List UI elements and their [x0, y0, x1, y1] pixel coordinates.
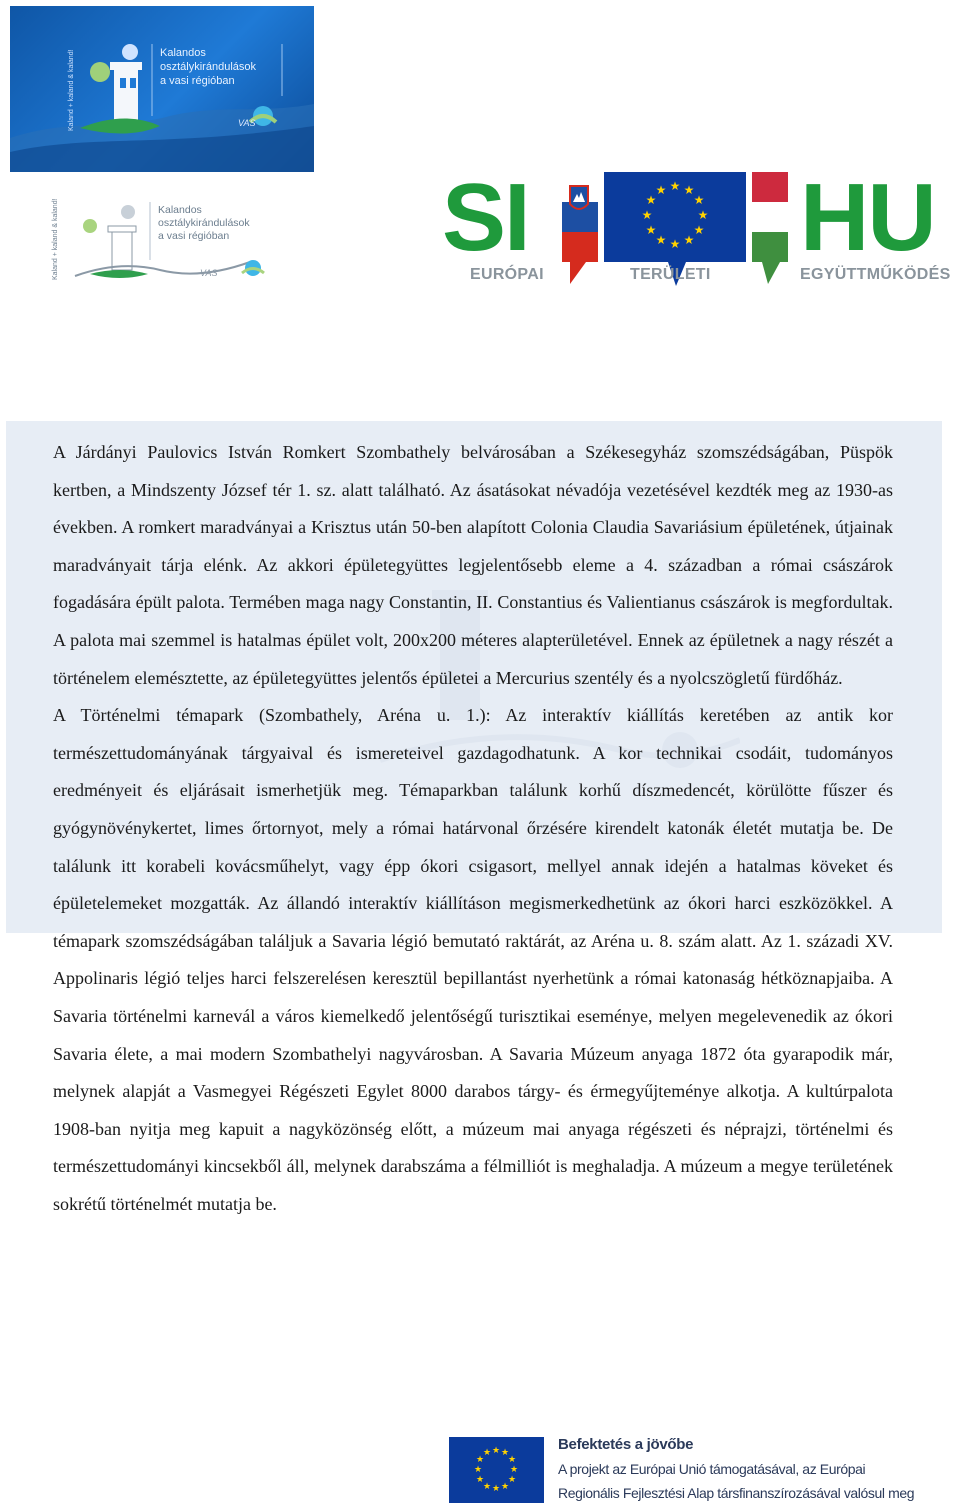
svg-text:★: ★	[491, 1446, 501, 1456]
logo-artwork	[10, 6, 314, 172]
eu-flag-icon	[449, 1437, 544, 1503]
svg-text:★: ★	[507, 1455, 517, 1465]
program-logo-si: SI	[442, 164, 529, 271]
top-logo-vas-mark: VAS	[238, 118, 256, 128]
eu-stars	[449, 1437, 544, 1503]
program-logo-subtitle: TERÜLETI	[630, 266, 711, 283]
svg-text:★: ★	[507, 1475, 517, 1485]
svg-text:★: ★	[475, 1455, 485, 1465]
program-logo	[440, 164, 956, 295]
svg-text:★: ★	[655, 233, 667, 247]
svg-text:★: ★	[645, 223, 657, 237]
svg-text:★: ★	[473, 1465, 483, 1475]
program-logo-subtitle: EGYÜTTMŰKÖDÉS	[800, 266, 951, 283]
top-logo-title	[160, 46, 256, 88]
svg-text:★: ★	[641, 208, 653, 222]
svg-text:★: ★	[683, 233, 695, 247]
svg-text:★: ★	[509, 1465, 519, 1475]
svg-text:★: ★	[693, 193, 705, 207]
program-logo-hu: HU	[800, 164, 935, 271]
document-body	[53, 434, 893, 1223]
svg-text:★: ★	[683, 183, 695, 197]
small-logo	[50, 196, 280, 286]
program-logo-subtitle: EURÓPAI	[470, 266, 544, 283]
svg-text:★: ★	[482, 1482, 492, 1492]
slovenia-flag	[562, 172, 598, 284]
svg-text:★: ★	[475, 1475, 485, 1485]
footer-line: A projekt az Európai Unió támogatásával, az Európai	[558, 1461, 866, 1477]
svg-text:★: ★	[669, 237, 681, 251]
footer-line: Regionális Fejlesztési Alap társfinanszírozásával valósul meg	[558, 1485, 915, 1501]
small-logo-title	[158, 204, 250, 243]
small-logo-title-line: Kalandos	[158, 204, 202, 216]
svg-text:★: ★	[693, 223, 705, 237]
footer-title: Befektetés a jövőbe	[558, 1436, 694, 1453]
top-logo-slogan: Kaland + kaland & kaland!	[68, 49, 75, 131]
small-logo-vas-mark: VAS	[200, 268, 218, 278]
svg-text:★: ★	[669, 179, 681, 193]
small-logo-title-line: osztálykirándulások	[158, 217, 250, 229]
svg-text:★: ★	[645, 193, 657, 207]
svg-text:★: ★	[500, 1482, 510, 1492]
top-logo-title-line: a vasi régióban	[160, 75, 235, 87]
paragraph-temapark: A Történelmi témapark (Szombathely, Aréna u. 1.): Az interaktív kiállítás keretében az antik kor természettudományának tárgyaival és ismereteivel gazdagodhatunk. A kor technikai csodáit, tudományos eredményeit és eljárásait ismerhetjük meg. Témaparkban találunk korhű díszmedencét, körülötte fűszer és gyógynövénykertet, limes őrtornyot, mely a római határvonal őrzésére kirendelt katonák életét mutatja be. De találunk itt korabeli kovácsműhelyt, vagy épp ókori csigasort, mellyel annak idején a hatalmas köveket és épületelemeket mozgatták. Az állandó interaktív kiállításon megismerkedhetünk az ókori harci eszközökkel. A témapark szomszédságában találjuk a Savaria légió bemutató raktárát, az Aréna u. 8. szám alatt. Az 1. századi XV. Appolinaris légió teljes harci felszerelésen keresztül bepillantást nyerhetünk a római katonaság hétköznapjaiba. A Savaria történelmi karnevál a város kiemelkedő jelentőségű turisztikai eseménye, melyen megelevenedik az ókori Savaria élete, a mai modern Szombathelyi nagyvárosban. A Savaria Múzeum anyaga 1872 óta gyarapodik már, melynek alapját a Vasmegyei Régészeti Egylet 8000 darabos tárgy- és érmegyűjteménye alkotja. A kultúrpalota 1908-ban nyitja meg kapuit a nagyközönség előtt, a múzeum mai anyaga régészeti és néprajzi, történelmi és természettudományi kincsekből áll, melynek darabszáma a félmilliót is meghaladja. A múzeum a megye területének sokrétű történelmét mutatja be.	[53, 705, 893, 1214]
top-logo-title-line: Kalandos	[160, 47, 206, 59]
footer-text	[558, 1433, 953, 1505]
top-logo	[10, 6, 314, 172]
small-logo-title-line: a vasi régióban	[158, 230, 230, 242]
svg-text:★: ★	[482, 1448, 492, 1458]
svg-text:★: ★	[491, 1484, 501, 1494]
hungary-flag	[752, 172, 788, 284]
paragraph-romkert: A Járdányi Paulovics István Romkert Szombathely belvárosában a Székesegyház szomszédságában, Püspök kertben, a Mindszenty József tér 1. sz. alatt található. Az ásatásokat névadója vezetésével kezdték meg az 1930-as években. A romkert maradványai a Krisztus után 50-ben alapított Colonia Claudia Savariásium épületének, útjainak maradványait tárja elénk. Az akkori épületegyüttes legjelentősebb eleme a 4. században a római császárok fogadására épült palota. Termében maga nagy Constantin, II. Constantius és Valientianus császárok is megfordultak. A palota mai szemmel is hatalmas épület volt, 200x200 méteres alapterületével. Ennek az épületnek a nagy részét a történelem elemésztette, az épületegyüttes jelentős épületei a Mercurius szentély és a nyolcszögletű fürdőház.	[53, 442, 893, 688]
svg-text:★: ★	[655, 183, 667, 197]
svg-text:★: ★	[697, 208, 709, 222]
top-logo-title-line: osztálykirándulások	[160, 61, 256, 73]
svg-text:★: ★	[500, 1448, 510, 1458]
small-logo-slogan: Kaland + kaland & kaland!	[52, 198, 59, 280]
